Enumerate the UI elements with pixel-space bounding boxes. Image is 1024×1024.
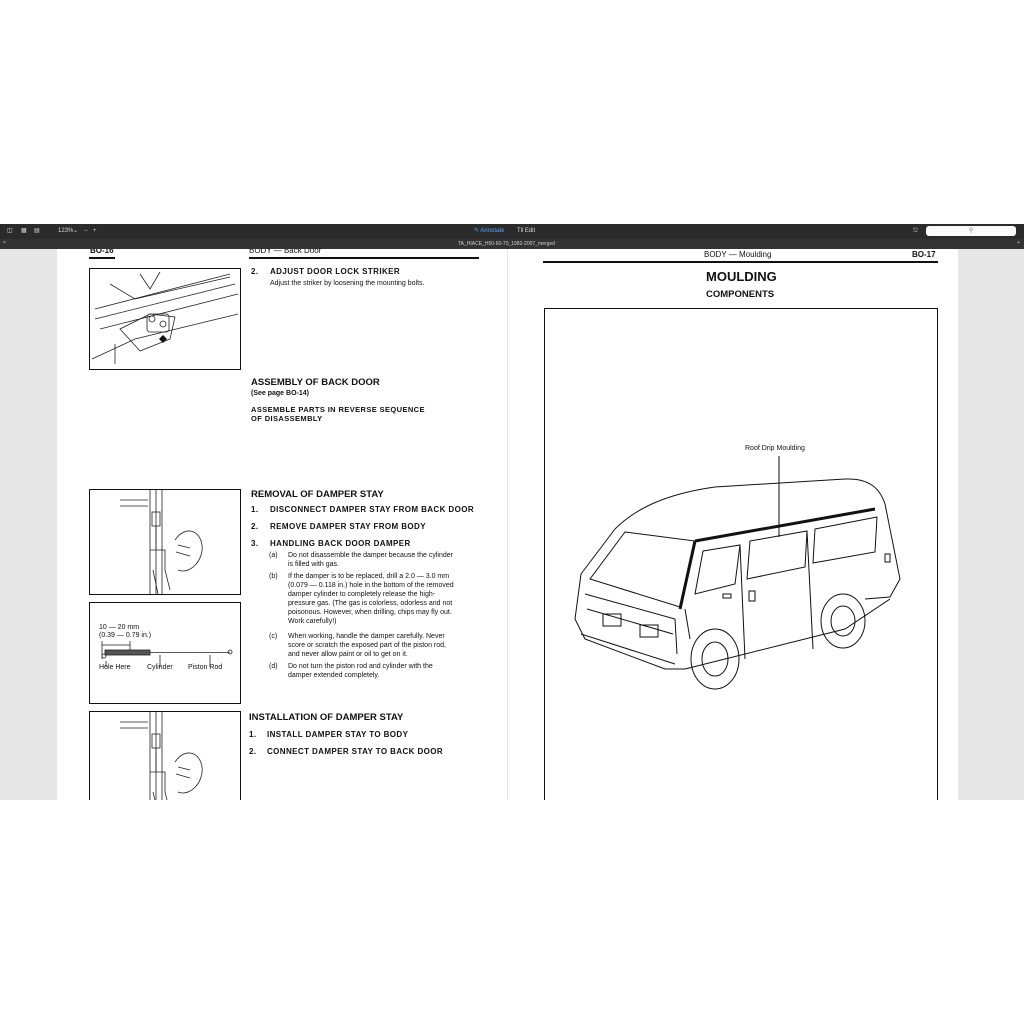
note-b-label: (b) bbox=[269, 573, 278, 580]
note-c-line: When working, handle the damper carefully. Never bbox=[288, 633, 445, 640]
removal-step-1: DISCONNECT DAMPER STAY FROM BACK DOOR bbox=[270, 505, 474, 514]
pdf-viewer-window bbox=[0, 224, 1024, 800]
document-tab-title[interactable]: TA_HIACE_H50-60-70_1982-2007_merged bbox=[458, 241, 555, 247]
damper-drill-figure bbox=[89, 602, 241, 704]
note-c-label: (c) bbox=[269, 633, 278, 640]
page-header: BODY — Back Door bbox=[249, 249, 322, 255]
note-d-line: damper extended completely. bbox=[288, 672, 380, 679]
note-d-line: Do not turn the piston rod and cylinder with the bbox=[288, 663, 433, 670]
dimension-mm: 10 — 20 mm bbox=[99, 624, 140, 631]
left-page bbox=[57, 249, 507, 800]
hole-here-label: Hole Here bbox=[99, 664, 131, 671]
roof-drip-moulding-callout: Roof Drip Moulding bbox=[745, 445, 805, 452]
note-b-line: If the damper is to be replaced, drill a 2.0 — 3.0 mm bbox=[288, 573, 450, 580]
document-tab-bar bbox=[0, 239, 1024, 249]
removal-step-3: HANDLING BACK DOOR DAMPER bbox=[270, 539, 411, 548]
assembly-see-page: (See page BO-14) bbox=[251, 390, 309, 397]
cylinder-label: Cylinder bbox=[147, 664, 173, 671]
removal-step-1-number: 1. bbox=[251, 505, 259, 514]
note-c-line: and never allow paint or oil to get on it. bbox=[288, 651, 408, 658]
install-step-1-number: 1. bbox=[249, 730, 257, 739]
install-step-2-number: 2. bbox=[249, 747, 257, 756]
right-page-header: BODY — Moulding bbox=[704, 250, 772, 259]
note-d-label: (d) bbox=[269, 663, 278, 670]
install-step-2: CONNECT DAMPER STAY TO BACK DOOR bbox=[267, 747, 444, 756]
sidebar-toggle-icon[interactable]: ◫ bbox=[7, 228, 13, 234]
note-a-line: Do not disassemble the damper because the cylinder bbox=[288, 552, 453, 559]
right-header-rule bbox=[543, 261, 938, 263]
add-tab-icon[interactable]: + bbox=[1017, 240, 1020, 246]
dimension-in: (0.39 — 0.79 in.) bbox=[99, 632, 152, 639]
damper-removal-drawing bbox=[90, 490, 240, 594]
close-icon[interactable]: × bbox=[3, 240, 6, 246]
striker-illustration bbox=[89, 268, 241, 370]
note-b-line: poisonous. However, when drilling, chips may fly out. bbox=[288, 609, 452, 616]
assembly-line-2: OF DISASSEMBLY bbox=[251, 414, 323, 423]
search-input[interactable] bbox=[926, 226, 1016, 236]
install-step-1: INSTALL DAMPER STAY TO BODY bbox=[267, 730, 409, 739]
section-title: MOULDING bbox=[706, 269, 777, 284]
damper-dimension-drawing bbox=[90, 603, 240, 703]
note-d bbox=[288, 662, 433, 680]
striker-drawing bbox=[90, 269, 240, 369]
note-b-line: pressure gas. (The gas is colorless, odorless and not bbox=[288, 600, 453, 607]
page-view-icon[interactable]: ▤ bbox=[34, 228, 40, 234]
annotate-label: Annotate bbox=[480, 228, 505, 234]
toolbar bbox=[0, 224, 1024, 239]
assembly-line-1: ASSEMBLE PARTS IN REVERSE SEQUENCE bbox=[251, 405, 425, 414]
installation-title: INSTALLATION OF DAMPER STAY bbox=[249, 712, 404, 723]
note-c-line: score or scratch the exposed part of the piston rod, bbox=[288, 642, 446, 649]
zoom-out-button[interactable]: − bbox=[84, 228, 88, 234]
note-a-line: is filled with gas. bbox=[288, 561, 339, 568]
adjust-step-number: 2. bbox=[251, 267, 259, 276]
removal-step-3-number: 3. bbox=[251, 539, 259, 548]
adjust-step-title: ADJUST DOOR LOCK STRIKER bbox=[270, 267, 401, 276]
right-page-number: BO-17 bbox=[912, 250, 936, 259]
removal-step-2-number: 2. bbox=[251, 522, 259, 531]
damper-removal-illustration bbox=[89, 489, 241, 595]
note-c bbox=[288, 632, 446, 659]
adjust-step-text: Adjust the striker by loosening the mounting bolts. bbox=[270, 280, 425, 287]
assembly-title: ASSEMBLY OF BACK DOOR bbox=[251, 377, 380, 388]
text-icon: T‖ bbox=[517, 228, 524, 234]
note-b-line: damper cylinder to completely release the high- bbox=[288, 591, 436, 598]
annotate-button[interactable] bbox=[474, 227, 504, 236]
damper-install-drawing bbox=[90, 712, 240, 800]
header-rule-right bbox=[249, 257, 479, 259]
removal-step-2: REMOVE DAMPER STAY FROM BODY bbox=[270, 522, 426, 531]
note-b-line: (0.079 — 0.118 in.) hole in the bottom of the removed bbox=[288, 582, 454, 589]
components-figure bbox=[544, 308, 938, 800]
thumbnail-grid-icon[interactable]: ▦ bbox=[21, 228, 27, 234]
pen-icon: ✎ bbox=[474, 228, 480, 234]
edit-button[interactable] bbox=[517, 227, 535, 236]
zoom-level[interactable]: 123% bbox=[58, 228, 74, 234]
damper-install-illustration bbox=[89, 711, 241, 800]
note-b bbox=[288, 572, 454, 626]
zoom-in-button[interactable]: + bbox=[93, 228, 97, 234]
piston-rod-label: Piston Rod bbox=[188, 664, 223, 671]
section-subtitle: COMPONENTS bbox=[706, 289, 775, 300]
note-a bbox=[288, 551, 453, 569]
note-b-line: Work carefully!) bbox=[288, 618, 337, 625]
van-drawing bbox=[545, 309, 937, 800]
search-icon: ⚲ bbox=[968, 228, 974, 234]
chevron-down-icon[interactable]: ⌄ bbox=[73, 228, 79, 234]
header-rule-left bbox=[89, 257, 115, 259]
share-icon[interactable]: ⎋ bbox=[913, 228, 918, 234]
right-page bbox=[508, 249, 958, 800]
removal-title: REMOVAL OF DAMPER STAY bbox=[251, 489, 384, 500]
note-a-label: (a) bbox=[269, 552, 278, 559]
edit-label: Edit bbox=[524, 228, 536, 234]
page-number: BO-16 bbox=[90, 249, 114, 255]
